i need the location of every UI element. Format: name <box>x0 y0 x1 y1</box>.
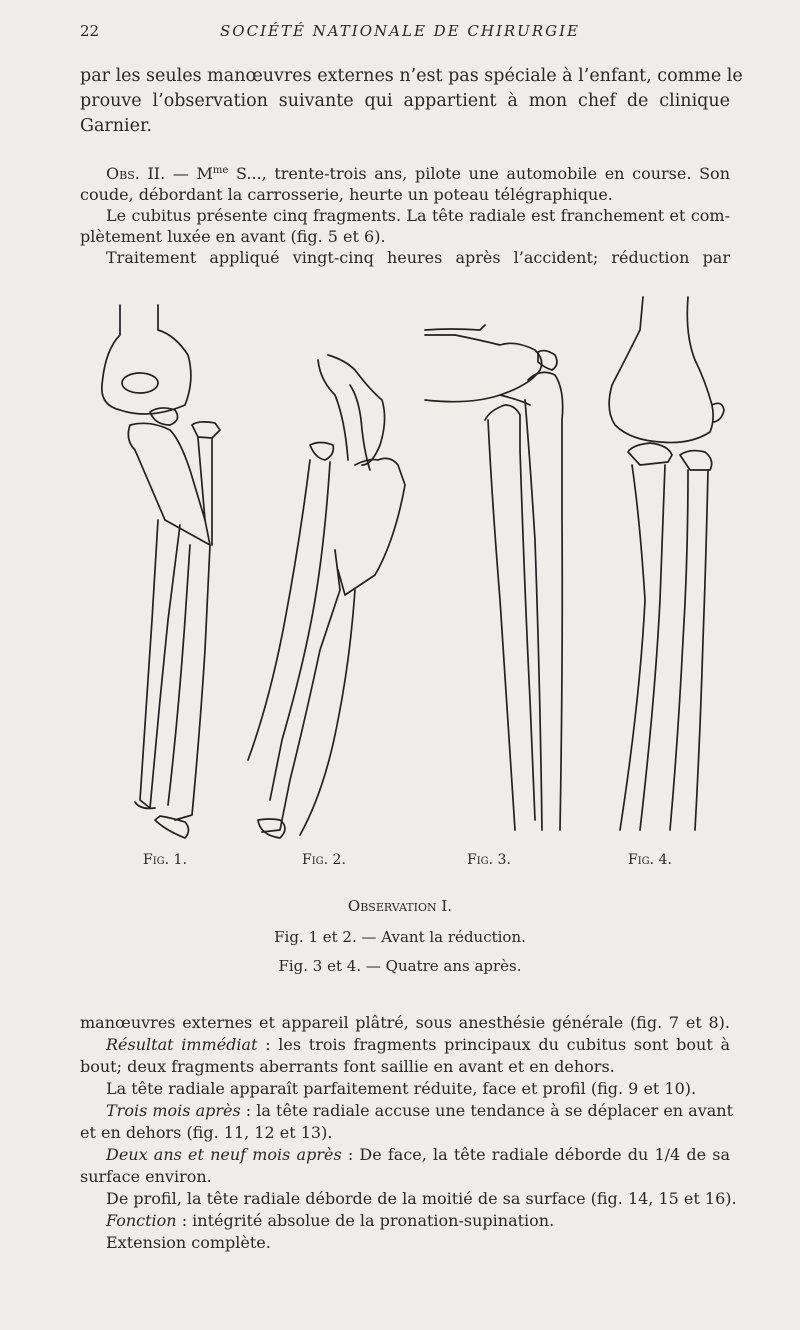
italic-span: Résultat immédiat <box>106 1035 258 1054</box>
figure-label: Fig. 4. <box>628 852 672 868</box>
text-line: Le cubitus présente cinq fragments. La tête radiale est franchement et com- <box>106 206 730 225</box>
text-line: De profil, la tête radiale déborde de la moitié de sa surface (fig. 14, 15 et 16). <box>106 1189 737 1208</box>
figure-caption-title: Observation I. <box>347 897 453 915</box>
text-line <box>80 1100 734 1122</box>
fig-4-drawing <box>609 297 724 830</box>
figure-caption: Fig. 1 et 2. — Avant la réduction. <box>274 928 526 946</box>
text-line: par les seules manœuvres externes n’est pas spéciale à l’enfant, comme le <box>80 66 743 86</box>
page-number: 22 <box>80 22 100 40</box>
text-line: prouve l’observation suivante qui appartient à mon chef de clinique <box>80 91 730 111</box>
fig-2-drawing <box>248 355 405 838</box>
text-span: : intégrité absolue de la pronation-supination. <box>176 1211 555 1230</box>
text-line: Extension complète. <box>106 1233 271 1252</box>
running-title: SOCIÉTÉ NATIONALE DE CHIRURGIE <box>220 22 580 40</box>
text-line: La tête radiale apparaît parfaitement réduite, face et profil (fig. 9 et 10). <box>106 1079 697 1098</box>
fig-3-drawing <box>425 325 563 830</box>
continuation-paragraph <box>80 1012 737 1254</box>
text-line: et en dehors (fig. 11, 12 et 13). <box>80 1123 333 1142</box>
text-line <box>80 1210 730 1232</box>
text-line <box>80 1144 730 1166</box>
text-line: Traitement appliqué vingt-cinq heures après l’accident; réduction par <box>106 248 730 267</box>
text-line <box>80 1034 730 1056</box>
figure-label: Fig. 3. <box>467 852 511 868</box>
superscript: me <box>212 165 229 176</box>
text-line: coude, débordant la carrosserie, heurte un poteau télégraphique. <box>80 185 613 204</box>
text-span: : la tête radiale accuse une tendance à se déplacer en avant <box>240 1101 734 1120</box>
text-line: manœuvres externes et appareil plâtré, sous anesthésie générale (fig. 7 et 8). <box>80 1013 730 1032</box>
text-line: surface environ. <box>80 1167 212 1186</box>
italic-span: Deux ans et neuf mois après <box>106 1145 342 1164</box>
text-line: Garnier. <box>80 116 153 136</box>
italic-span: Trois mois après <box>106 1101 241 1120</box>
figure-caption: Fig. 3 et 4. — Quatre ans après. <box>278 957 522 975</box>
text-span: — M <box>165 164 213 183</box>
fig-1-drawing <box>102 305 220 838</box>
text-span: : De face, la tête radiale déborde du 1/4 de sa <box>341 1145 731 1164</box>
text-span: S..., trente-trois ans, pilote une automobile en course. Son <box>228 164 730 183</box>
figure-label: Fig. 2. <box>302 852 346 868</box>
text-span: : les trois fragments principaux du cubitus sont bout à <box>257 1035 731 1054</box>
italic-span: Fonction <box>106 1211 177 1230</box>
figure-label: Fig. 1. <box>143 852 187 868</box>
text-line: bout; deux fragments aberrants font saillie en avant et en dehors. <box>80 1057 615 1076</box>
obs-label: Obs. II. <box>106 164 166 183</box>
text-line: plètement luxée en avant (fig. 5 et 6). <box>80 227 386 246</box>
